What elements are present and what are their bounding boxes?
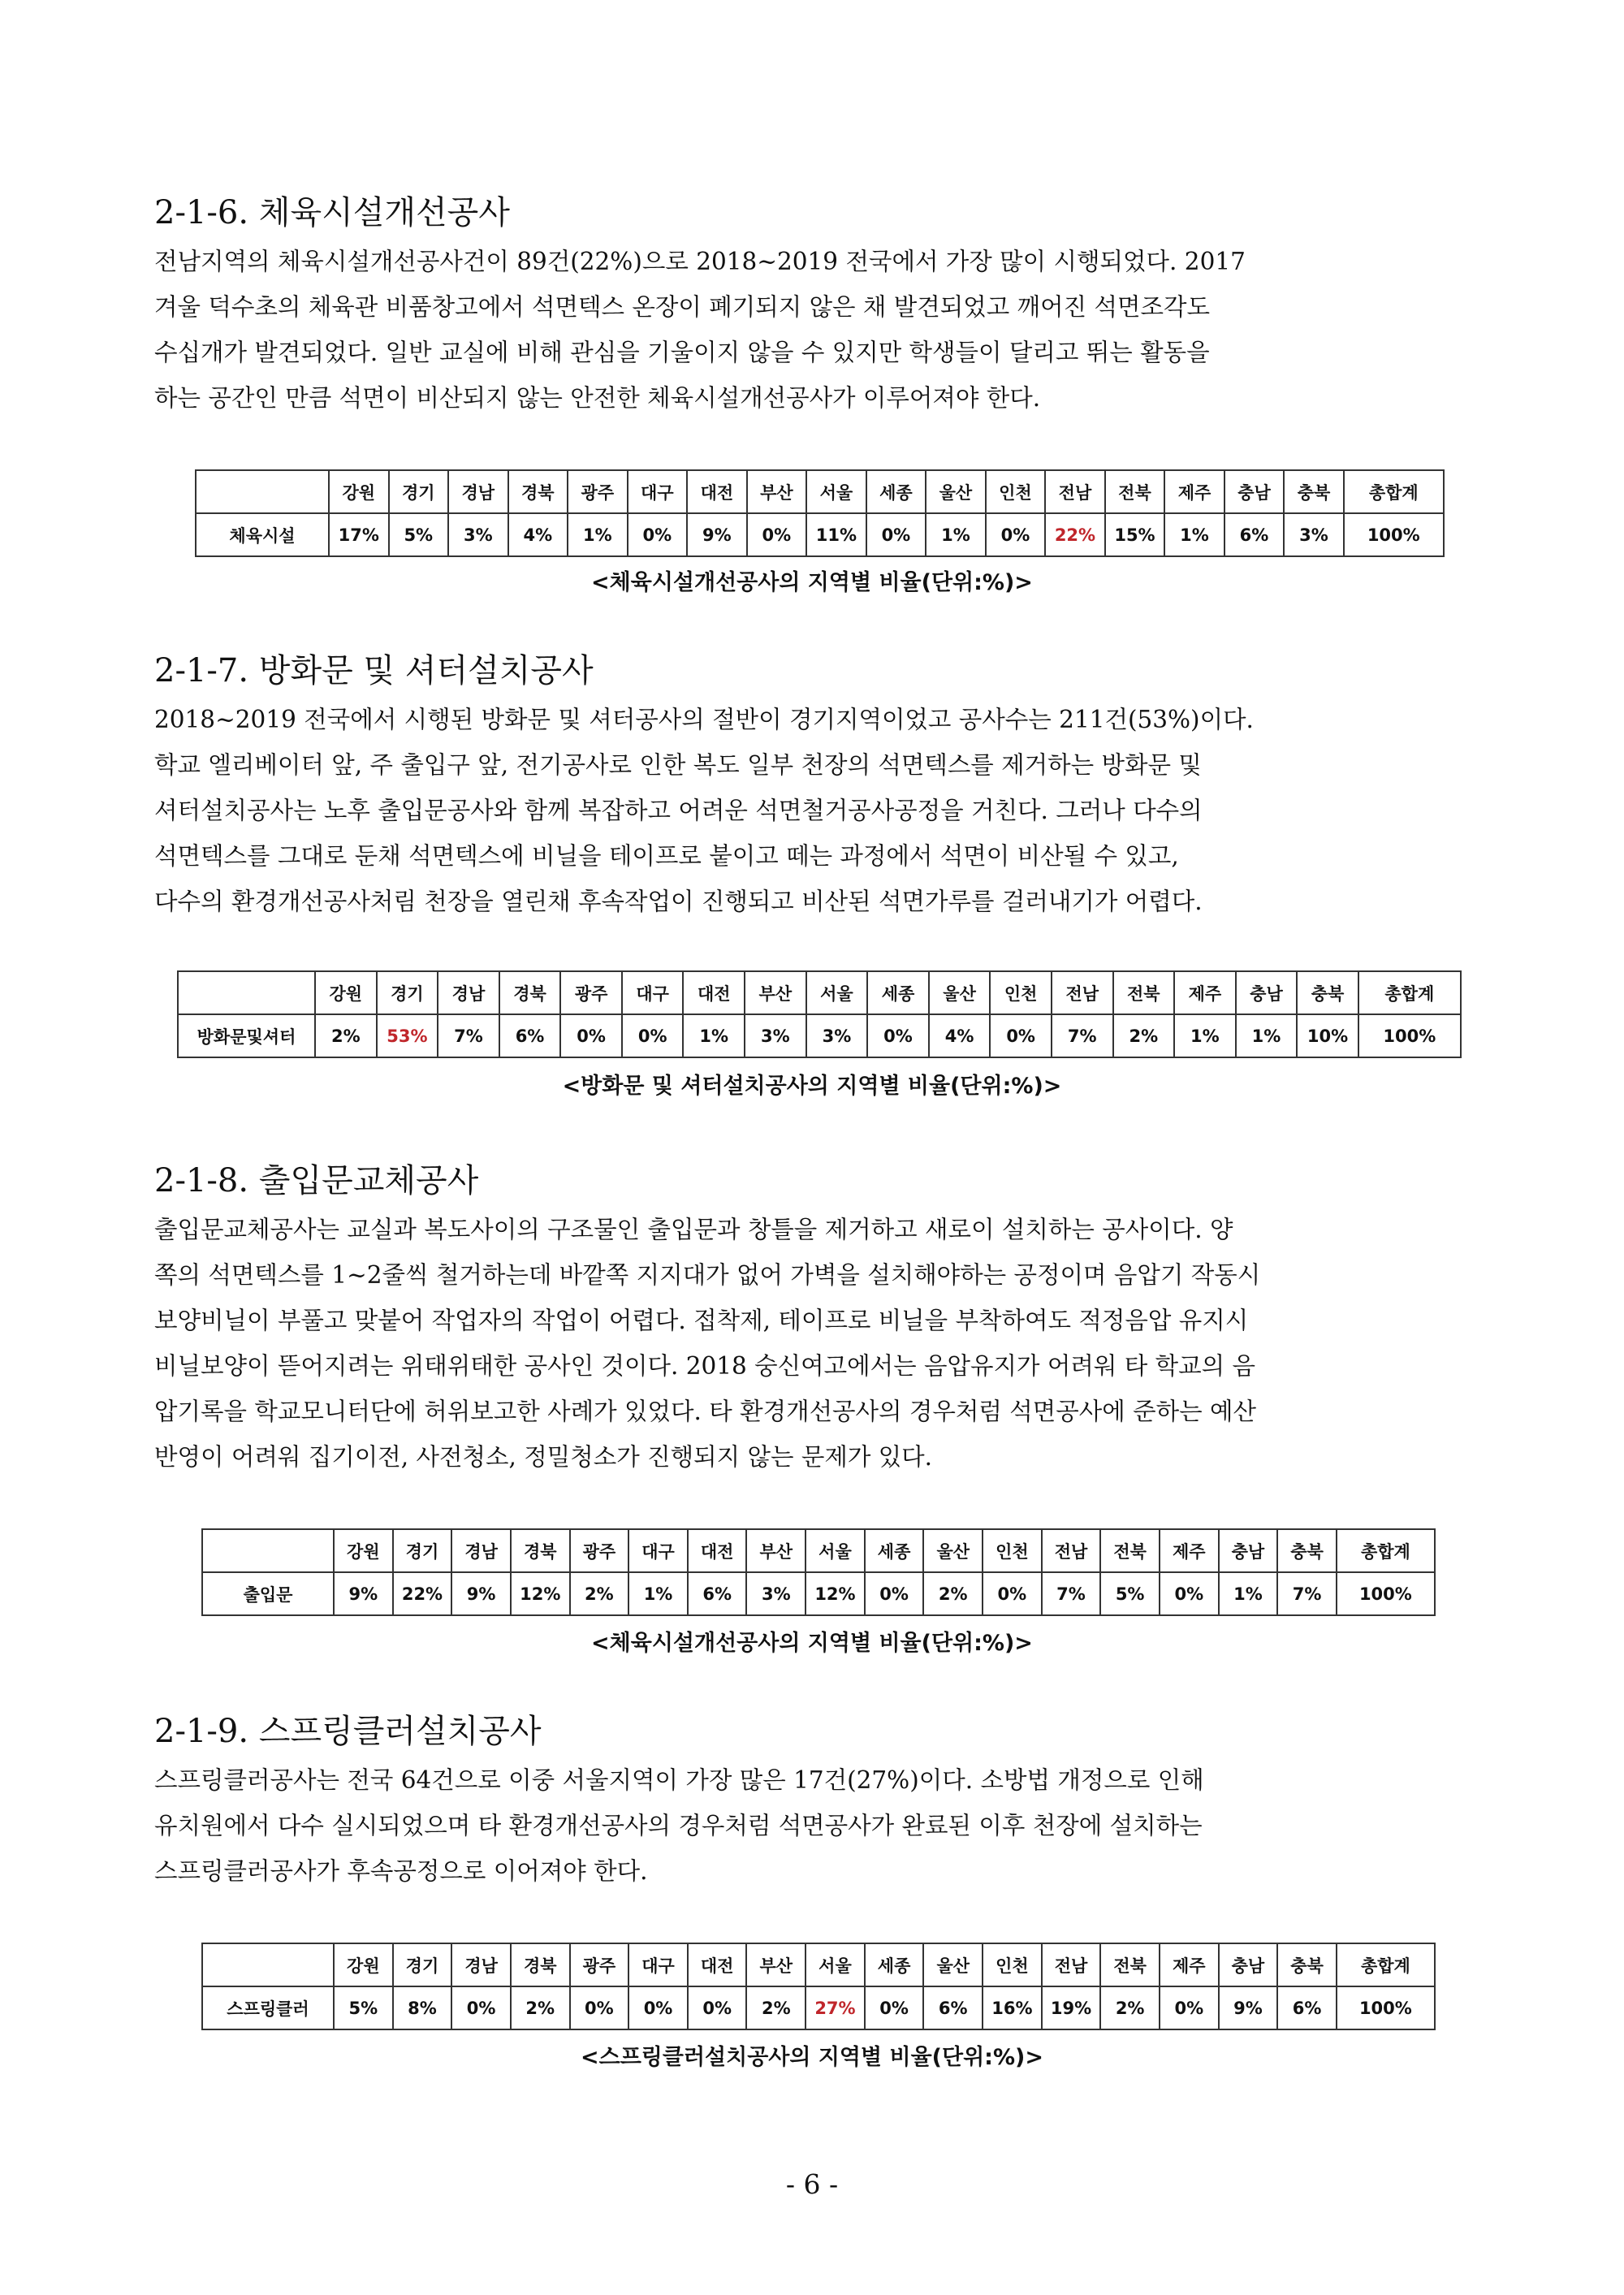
paragraph-line: 압기록을 학교모니터단에 허위보고한 사례가 있었다. 타 환경개선공사의 경우처럼 석면공사에 준하는 예산 xyxy=(154,1398,1257,1425)
ratio-value-cell: 19% xyxy=(1042,1986,1101,2029)
paragraph-line: 2018~2019 전국에서 시행된 방화문 및 셔터공사의 절반이 경기지역이었고 공사수는 211건(53%)이다. xyxy=(154,706,1254,733)
region-header-cell: 경기 xyxy=(377,971,438,1014)
region-ratio-table xyxy=(201,1528,1436,1616)
row-label-cell: 스프링클러 xyxy=(202,1986,334,2029)
ratio-value-cell: 0% xyxy=(867,1014,929,1057)
ratio-value-cell: 7% xyxy=(1052,1014,1113,1057)
ratio-value-cell: 2% xyxy=(511,1986,570,2029)
region-header-cell: 전북 xyxy=(1105,470,1165,513)
paragraph-line: 다수의 환경개선공사처림 천장을 열린채 후속작업이 진행되고 비산된 석면가루를 걸러내기가 어렵다. xyxy=(154,888,1203,915)
ratio-value-cell: 6% xyxy=(688,1572,747,1615)
ratio-value-cell: 22% xyxy=(393,1572,452,1615)
region-header-cell: 강원 xyxy=(334,1943,393,1986)
ratio-value-cell: 8% xyxy=(393,1986,452,2029)
ratio-value-cell: 27% xyxy=(806,1986,865,2029)
region-header-cell: 세종 xyxy=(866,470,926,513)
section-sprinkler xyxy=(154,1710,1486,1894)
ratio-value-cell: 100% xyxy=(1337,1986,1435,2029)
region-header-cell: 부산 xyxy=(746,1529,806,1572)
section-paragraph xyxy=(154,697,1486,924)
ratio-value-cell: 100% xyxy=(1337,1572,1435,1615)
region-header-cell: 총합계 xyxy=(1337,1943,1435,1986)
region-header-cell: 강원 xyxy=(329,470,389,513)
ratio-value-cell: 0% xyxy=(866,513,926,556)
table-header-row xyxy=(196,470,1444,513)
region-header-cell: 대전 xyxy=(688,1529,747,1572)
region-header-cell: 경남 xyxy=(448,470,508,513)
region-header-cell: 인천 xyxy=(983,1943,1042,1986)
ratio-value-cell: 12% xyxy=(511,1572,570,1615)
ratio-value-cell: 0% xyxy=(990,1014,1052,1057)
table-caption: <체육시설개선공사의 지역별 비율(단위:%)> xyxy=(591,1631,1033,1656)
ratio-value-cell: 0% xyxy=(628,1986,688,2029)
section-title: 2-1-7. 방화문 및 셔터설치공사 xyxy=(154,652,594,689)
ratio-value-cell: 7% xyxy=(1277,1572,1337,1615)
ratio-value-cell: 0% xyxy=(865,1986,924,2029)
ratio-value-cell: 16% xyxy=(983,1986,1042,2029)
region-header-cell: 전남 xyxy=(1042,1529,1101,1572)
region-header-cell: 제주 xyxy=(1174,971,1236,1014)
region-header-cell: 강원 xyxy=(334,1529,393,1572)
ratio-value-cell: 0% xyxy=(628,513,688,556)
paragraph-line: 유치원에서 다수 실시되었으며 타 환경개선공사의 경우처럼 석면공사가 완료된 이후 천장에 설치하는 xyxy=(154,1812,1203,1839)
ratio-value-cell: 11% xyxy=(806,513,866,556)
region-header-cell: 충남 xyxy=(1219,1529,1278,1572)
ratio-value-cell: 100% xyxy=(1358,1014,1461,1057)
ratio-value-cell: 0% xyxy=(570,1986,629,2029)
ratio-value-cell: 7% xyxy=(1042,1572,1101,1615)
paragraph-line: 스프링클러공사는 전국 64건으로 이중 서울지역이 가장 많은 17건(27%)이다. 소방법 개정으로 인해 xyxy=(154,1766,1204,1794)
ratio-value-cell: 3% xyxy=(806,1014,868,1057)
region-header-cell: 경북 xyxy=(511,1529,570,1572)
region-header-cell: 부산 xyxy=(746,1943,806,1986)
region-header-cell: 울산 xyxy=(926,470,986,513)
table-header-row xyxy=(202,1943,1435,1986)
region-header-cell: 경남 xyxy=(451,1943,511,1986)
region-header-cell: 대구 xyxy=(628,1943,688,1986)
ratio-value-cell: 0% xyxy=(865,1572,924,1615)
paragraph-line: 비닐보양이 뜯어지려는 위태위태한 공사인 것이다. 2018 숭신여고에서는 음압유지가 어려워 타 학교의 음 xyxy=(154,1352,1255,1380)
table-corner-cell xyxy=(178,971,315,1014)
section-title: 2-1-6. 체육시설개선공사 xyxy=(154,194,510,231)
row-label-cell: 체육시설 xyxy=(196,513,329,556)
region-header-cell: 세종 xyxy=(867,971,929,1014)
region-header-cell: 서울 xyxy=(806,971,868,1014)
ratio-value-cell: 0% xyxy=(451,1986,511,2029)
ratio-value-cell: 2% xyxy=(315,1014,377,1057)
ratio-value-cell: 6% xyxy=(499,1014,561,1057)
region-header-cell: 총합계 xyxy=(1358,971,1461,1014)
paragraph-line: 출입문교체공사는 교실과 복도사이의 구조물인 출입문과 창틀을 제거하고 새로이 설치하는 공사이다. 양 xyxy=(154,1216,1233,1243)
region-header-cell: 경남 xyxy=(451,1529,511,1572)
ratio-value-cell: 2% xyxy=(923,1572,983,1615)
region-header-cell: 광주 xyxy=(570,1529,629,1572)
table-corner-cell xyxy=(196,470,329,513)
region-header-cell: 부산 xyxy=(745,971,806,1014)
ratio-value-cell: 5% xyxy=(389,513,449,556)
ratio-value-cell: 1% xyxy=(568,513,628,556)
ratio-value-cell: 1% xyxy=(926,513,986,556)
region-header-cell: 충남 xyxy=(1219,1943,1278,1986)
ratio-value-cell: 0% xyxy=(1160,1572,1219,1615)
ratio-value-cell: 1% xyxy=(628,1572,688,1615)
ratio-value-cell: 3% xyxy=(745,1014,806,1057)
ratio-value-cell: 22% xyxy=(1045,513,1105,556)
page-number: - 6 - xyxy=(785,2168,839,2200)
ratio-value-cell: 9% xyxy=(687,513,747,556)
region-header-cell: 서울 xyxy=(806,470,866,513)
region-header-cell: 대구 xyxy=(622,971,684,1014)
ratio-value-cell: 9% xyxy=(1219,1986,1278,2029)
ratio-value-cell: 1% xyxy=(1236,1014,1298,1057)
region-header-cell: 경기 xyxy=(389,470,449,513)
section-title: 2-1-8. 출입문교체공사 xyxy=(154,1162,479,1199)
region-header-cell: 세종 xyxy=(865,1943,924,1986)
table-corner-cell xyxy=(202,1529,334,1572)
ratio-value-cell: 3% xyxy=(746,1572,806,1615)
region-header-cell: 전북 xyxy=(1113,971,1175,1014)
section-title: 2-1-9. 스프링클러설치공사 xyxy=(154,1713,542,1750)
region-header-cell: 광주 xyxy=(560,971,622,1014)
ratio-value-cell: 2% xyxy=(570,1572,629,1615)
ratio-value-cell: 0% xyxy=(688,1986,747,2029)
ratio-value-cell: 5% xyxy=(334,1986,393,2029)
paragraph-line: 셔터설치공사는 노후 출입문공사와 함께 복잡하고 어려운 석면철거공사공정을 거친다. 그러나 다수의 xyxy=(154,797,1203,824)
table-row xyxy=(202,1986,1435,2029)
paragraph-line: 보양비닐이 부풀고 맞붙어 작업자의 작업이 어렵다. 접착제, 테이프로 비닐을 부착하여도 적정음압 유지시 xyxy=(154,1307,1249,1334)
region-header-cell: 경남 xyxy=(438,971,499,1014)
region-header-cell: 울산 xyxy=(923,1943,983,1986)
ratio-value-cell: 1% xyxy=(1164,513,1224,556)
table-corner-cell xyxy=(202,1943,334,1986)
region-header-cell: 전남 xyxy=(1052,971,1113,1014)
region-header-cell: 경기 xyxy=(393,1529,452,1572)
section-paragraph xyxy=(154,1207,1486,1480)
region-ratio-table xyxy=(177,970,1462,1058)
region-header-cell: 총합계 xyxy=(1344,470,1444,513)
ratio-value-cell: 6% xyxy=(923,1986,983,2029)
region-header-cell: 대구 xyxy=(628,470,688,513)
ratio-value-cell: 15% xyxy=(1105,513,1165,556)
ratio-value-cell: 2% xyxy=(1100,1986,1160,2029)
ratio-value-cell: 53% xyxy=(377,1014,438,1057)
section-entrance-door xyxy=(154,1160,1486,1480)
ratio-value-cell: 7% xyxy=(438,1014,499,1057)
table-header-row xyxy=(178,971,1461,1014)
paragraph-line: 반영이 어려워 집기이전, 사전청소, 정밀청소가 진행되지 않는 문제가 있다. xyxy=(154,1443,933,1471)
row-label-cell: 출입문 xyxy=(202,1572,334,1615)
region-header-cell: 대전 xyxy=(683,971,745,1014)
region-header-cell: 전남 xyxy=(1045,470,1105,513)
region-header-cell: 제주 xyxy=(1164,470,1224,513)
region-header-cell: 광주 xyxy=(568,470,628,513)
region-header-cell: 인천 xyxy=(983,1529,1042,1572)
region-header-cell: 세종 xyxy=(865,1529,924,1572)
section-paragraph xyxy=(154,1757,1486,1894)
ratio-value-cell: 0% xyxy=(986,513,1046,556)
section-sports-facility xyxy=(154,192,1486,421)
paragraph-line: 석면텍스를 그대로 둔채 석면텍스에 비닐을 테이프로 붙이고 떼는 과정에서 석면이 비산될 수 있고, xyxy=(154,842,1179,870)
region-header-cell: 전남 xyxy=(1042,1943,1101,1986)
paragraph-line: 학교 엘리베이터 앞, 주 출입구 앞, 전기공사로 인한 복도 일부 천장의 석면텍스를 제거하는 방화문 및 xyxy=(154,751,1202,779)
paragraph-line: 전남지역의 체육시설개선공사건이 89건(22%)으로 2018~2019 전국에서 가장 많이 시행되었다. 2017 xyxy=(154,248,1246,275)
ratio-value-cell: 2% xyxy=(746,1986,806,2029)
region-header-cell: 대전 xyxy=(688,1943,747,1986)
ratio-value-cell: 2% xyxy=(1113,1014,1175,1057)
table-header-row xyxy=(202,1529,1435,1572)
region-header-cell: 전북 xyxy=(1100,1529,1160,1572)
region-header-cell: 인천 xyxy=(986,470,1046,513)
region-header-cell: 경기 xyxy=(393,1943,452,1986)
ratio-value-cell: 0% xyxy=(560,1014,622,1057)
region-header-cell: 충북 xyxy=(1297,971,1358,1014)
paragraph-line: 스프링클러공사가 후속공정으로 이어져야 한다. xyxy=(154,1857,648,1885)
ratio-value-cell: 100% xyxy=(1344,513,1444,556)
table-caption: <방화문 및 셔터설치공사의 지역별 비율(단위:%)> xyxy=(562,1074,1062,1099)
region-header-cell: 강원 xyxy=(315,971,377,1014)
ratio-value-cell: 0% xyxy=(1160,1986,1219,2029)
paragraph-line: 수십개가 발견되었다. 일반 교실에 비해 관심을 기울이지 않을 수 있지만 학생들이 달리고 뛰는 활동을 xyxy=(154,339,1210,366)
ratio-value-cell: 4% xyxy=(929,1014,991,1057)
ratio-value-cell: 10% xyxy=(1297,1014,1358,1057)
ratio-value-cell: 5% xyxy=(1100,1572,1160,1615)
region-header-cell: 대전 xyxy=(687,470,747,513)
region-header-cell: 서울 xyxy=(806,1943,865,1986)
region-header-cell: 전북 xyxy=(1100,1943,1160,1986)
region-header-cell: 울산 xyxy=(923,1529,983,1572)
table-row xyxy=(178,1014,1461,1057)
section-fire-door-shutter xyxy=(154,650,1486,924)
region-header-cell: 광주 xyxy=(570,1943,629,1986)
region-header-cell: 부산 xyxy=(747,470,807,513)
ratio-value-cell: 12% xyxy=(806,1572,865,1615)
table-row xyxy=(196,513,1444,556)
region-header-cell: 제주 xyxy=(1160,1943,1219,1986)
table-caption: <스프링클러설치공사의 지역별 비율(단위:%)> xyxy=(581,2045,1043,2070)
region-header-cell: 대구 xyxy=(628,1529,688,1572)
ratio-value-cell: 0% xyxy=(983,1572,1042,1615)
region-header-cell: 충남 xyxy=(1236,971,1298,1014)
region-header-cell: 서울 xyxy=(806,1529,865,1572)
ratio-value-cell: 0% xyxy=(622,1014,684,1057)
table-caption: <체육시설개선공사의 지역별 비율(단위:%)> xyxy=(591,570,1033,595)
ratio-value-cell: 3% xyxy=(448,513,508,556)
paragraph-line: 하는 공간인 만큼 석면이 비산되지 않는 안전한 체육시설개선공사가 이루어져야 한다. xyxy=(154,384,1041,412)
ratio-value-cell: 1% xyxy=(683,1014,745,1057)
ratio-value-cell: 1% xyxy=(1174,1014,1236,1057)
ratio-value-cell: 4% xyxy=(508,513,568,556)
ratio-value-cell: 9% xyxy=(334,1572,393,1615)
ratio-value-cell: 17% xyxy=(329,513,389,556)
ratio-value-cell: 6% xyxy=(1224,513,1285,556)
region-ratio-table xyxy=(201,1943,1436,2030)
paragraph-line: 쪽의 석면텍스를 1~2줄씩 철거하는데 바깥쪽 지지대가 없어 가벽을 설치해야하는 공정이며 음압기 작동시 xyxy=(154,1261,1261,1289)
region-header-cell: 경북 xyxy=(499,971,561,1014)
paragraph-line: 겨울 덕수초의 체육관 비품창고에서 석면텍스 온장이 폐기되지 않은 채 발견되었고 깨어진 석면조각도 xyxy=(154,293,1211,321)
region-header-cell: 충북 xyxy=(1284,470,1344,513)
ratio-value-cell: 9% xyxy=(451,1572,511,1615)
table-row xyxy=(202,1572,1435,1615)
region-ratio-table xyxy=(195,469,1445,557)
region-header-cell: 총합계 xyxy=(1337,1529,1435,1572)
ratio-value-cell: 6% xyxy=(1277,1986,1337,2029)
region-header-cell: 경북 xyxy=(511,1943,570,1986)
region-header-cell: 제주 xyxy=(1160,1529,1219,1572)
region-header-cell: 인천 xyxy=(990,971,1052,1014)
region-header-cell: 충남 xyxy=(1224,470,1285,513)
section-paragraph xyxy=(154,239,1486,421)
ratio-value-cell: 0% xyxy=(747,513,807,556)
region-header-cell: 울산 xyxy=(929,971,991,1014)
region-header-cell: 충북 xyxy=(1277,1529,1337,1572)
ratio-value-cell: 3% xyxy=(1284,513,1344,556)
ratio-value-cell: 1% xyxy=(1219,1572,1278,1615)
region-header-cell: 충북 xyxy=(1277,1943,1337,1986)
region-header-cell: 경북 xyxy=(508,470,568,513)
row-label-cell: 방화문및셔터 xyxy=(178,1014,315,1057)
